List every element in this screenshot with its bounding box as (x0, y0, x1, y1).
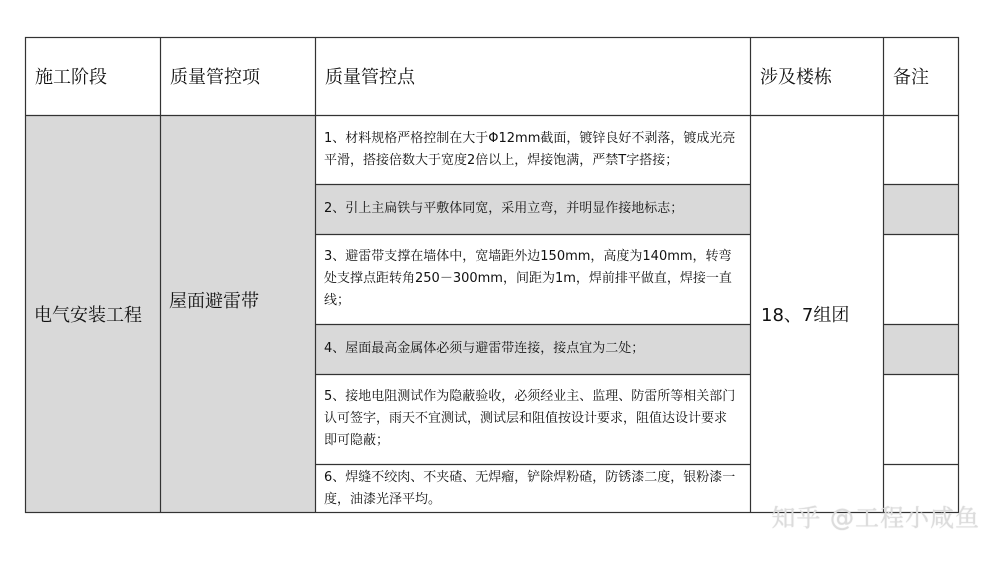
item-text: 屋面避雷带 (169, 291, 259, 312)
control-point-1: 1、材料规格严格控制在大于Φ12mm截面，镀锌良好不剥落，镀成光亮平滑，搭接倍数大于宽度2倍以上，焊接饱满，严禁T字搭接； (324, 130, 736, 168)
stage-text: 电气安装工程 (34, 305, 142, 326)
header-point: 质量管控点 (325, 67, 415, 88)
control-point-5: 5、接地电阻测试作为隐蔽验收，必须经业主、监理、防雷所等相关部门认可签字，雨天不宜测试，测试层和阻值按设计要求，阻值达设计要求即可隐蔽； (324, 389, 736, 448)
header-remark: 备注 (893, 67, 929, 88)
control-point-2: 2、引上主扁铁与平敷体同宽，采用立弯，并明显作接地标志； (324, 201, 684, 216)
control-point-6: 6、焊缝不绞肉、不夹碴、无焊瘤，铲除焊粉碴，防锈漆二度，银粉漆一度，油漆光泽平均。 (324, 469, 736, 507)
building-text: 18、7组团 (761, 305, 850, 326)
header-stage: 施工阶段 (35, 67, 107, 88)
control-point-4: 4、屋面最高金属体必须与避雷带连接，接点宜为二处； (324, 341, 645, 356)
control-point-3: 3、避雷带支撑在墙体中，宽墙距外边150mm，高度为140mm，转弯处支撑点距转角250－300mm，间距为1m，焊前排平做直，焊接一直线； (324, 249, 732, 308)
watermark: 知乎 @工程小咸鱼 (771, 504, 980, 532)
header-building: 涉及楼栋 (760, 67, 832, 88)
header-item: 质量管控项 (170, 67, 260, 88)
